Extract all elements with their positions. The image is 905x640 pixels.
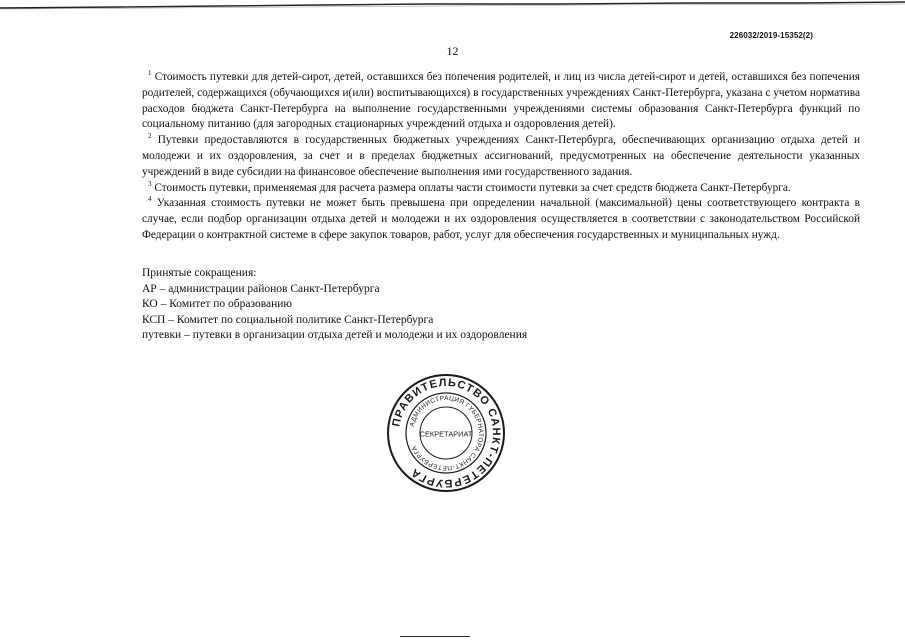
footnote-1-marker: 1 xyxy=(148,69,152,77)
document-number: 226032/2019-15352(2) xyxy=(729,31,813,40)
footnote-4 xyxy=(142,196,860,243)
bottom-rule xyxy=(400,636,470,637)
footnote-1-text: Стоимость путевки для детей-сирот, детей, оставшихся без попечения родителей, и лиц из числа детей-сирот и детей, оставшихся без попечения родителей, содержащихся (обучающихся и(или) воспитывающихся) в государственных учреждениях Санкт-Петербурга, указана с учетом норматива расходов бюджета Санкт-Петербурга на выполнение государственными учреждениями системы образования Санкт-Петербурга функций по социальному питанию (для загородных стационарных учреждений отдыха и оздоровления детей). xyxy=(142,71,860,131)
footnote-2-marker: 2 xyxy=(148,132,152,141)
stamp-center-text: СЕКРЕТАРИАТ xyxy=(419,429,473,439)
footnote-4-text: Указанная стоимость путевки не может быть превышена при определении начальной (максимальной) цены соответствующего контракта в случае, если подбор организации отдыха детей и молодежи и их оздоровления осуществляется в соответствии с законодательством Российской Федерации о контрактной системе в сфере закупок товаров, работ, услуг для обеспечения государственных и муниципальных нужд. xyxy=(142,197,860,241)
page-number: 12 xyxy=(446,44,459,58)
footnote-3-marker: 3 xyxy=(148,179,152,188)
abbreviation-putevki: путевки – путевки в организации отдыха детей и молодежи и их оздоровления xyxy=(142,329,528,341)
abbreviation-ar: АР – администрации районов Санкт-Петербурга xyxy=(142,282,380,295)
abbreviations-heading: Принятые сокращения: xyxy=(142,267,257,279)
footnote-3-text: Стоимость путевки, применяемая для расчета размера оплаты части стоимости путевки за счет средств бюджета Санкт-Петербурга. xyxy=(154,181,791,194)
abbreviation-ksp: КСП – Комитет по социальной политике Санкт-Петербурга xyxy=(142,313,434,326)
abbreviation-ko: КО – Комитет по образованию xyxy=(142,298,293,310)
footnote-2 xyxy=(142,133,860,180)
footnote-1 xyxy=(142,70,860,133)
official-stamp xyxy=(385,372,507,494)
footnote-2-text: Путевки предоставляются в государственных бюджетных учреждениях Санкт-Петербурга, обеспечивающих организацию отдыха детей и молодежи и их оздоровления, за счет и в пределах бюджетных ассигнований, предусмотренных на обеспечение деятельности указанных учреждений в виде субсидии на финансовое обеспечение выполнения ими государственного задания. xyxy=(142,134,860,178)
stamp-inner-text: АДМИНИСТРАЦИЯ ГУБЕРНАТОРА САНКТ-ПЕТЕРБУРГА xyxy=(408,394,485,472)
abbreviations-section xyxy=(142,266,742,344)
footnote-4-marker: 4 xyxy=(148,195,152,204)
stamp-outer-text: ПРАВИТЕЛЬСТВО САНКТ-ПЕТЕРБУРГА xyxy=(390,376,503,490)
footnote-3 xyxy=(142,181,860,197)
scan-top-edge xyxy=(0,0,905,10)
footnotes-section xyxy=(142,70,860,244)
